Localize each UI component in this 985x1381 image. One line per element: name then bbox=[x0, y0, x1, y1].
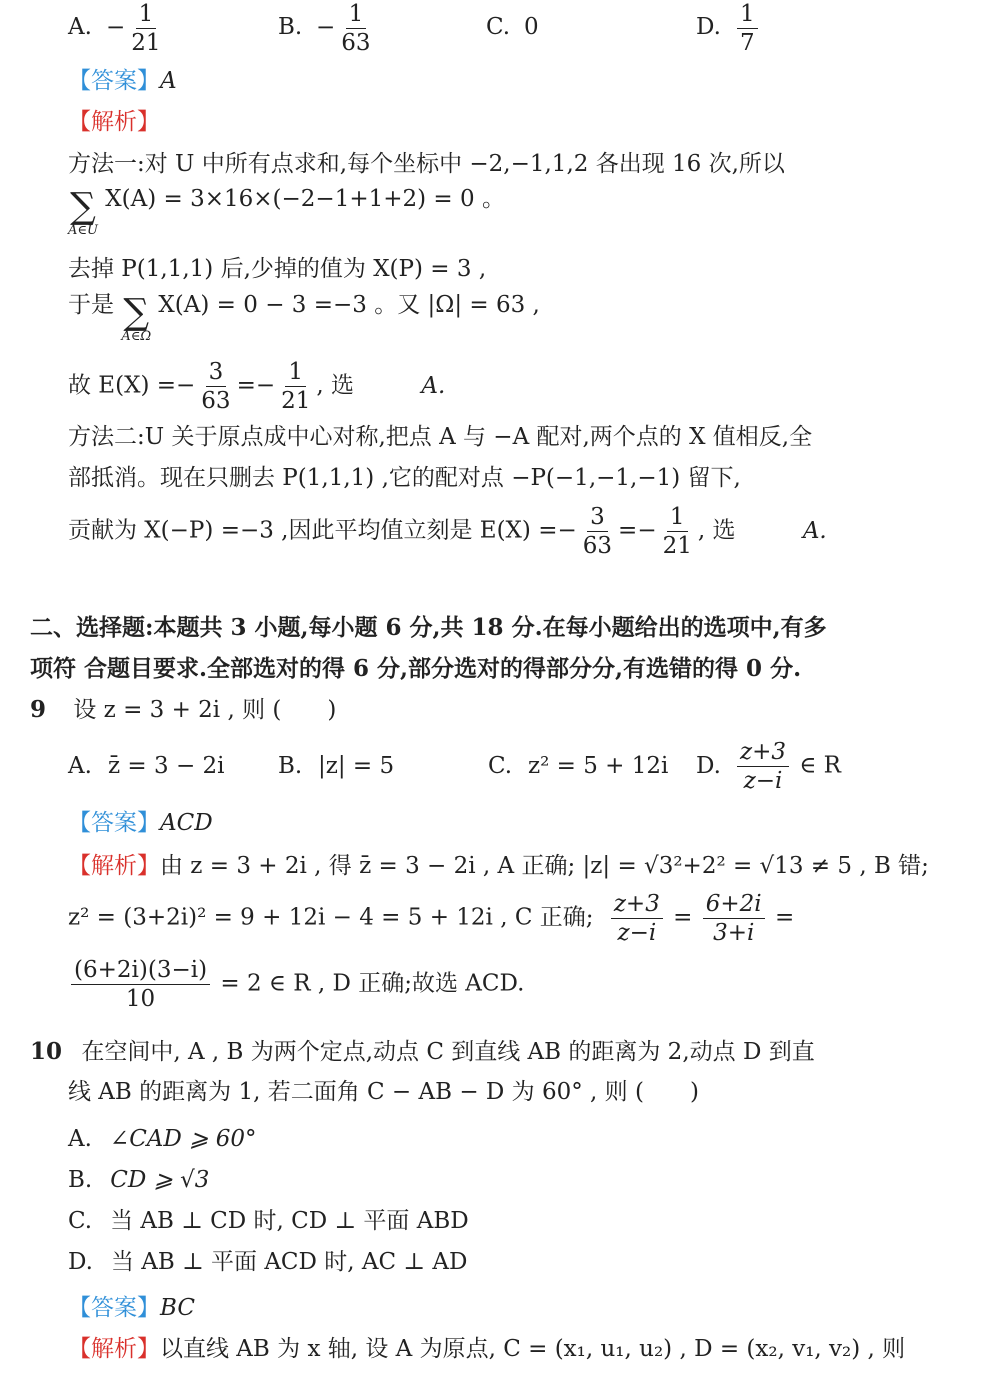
q9-number: 9 bbox=[30, 696, 47, 723]
q8-option-a-value: − $\frac{1}{21}$ bbox=[106, 1, 161, 57]
q10-option-a: A. ∠CAD ⩾ 60° bbox=[68, 1126, 257, 1152]
q8-option-c-value: 0 bbox=[524, 14, 539, 40]
q8-answer-tag: 【答案】 bbox=[68, 68, 160, 94]
q9-answer bbox=[68, 812, 213, 835]
q8-option-d-value: $\frac{1}{7}$ bbox=[734, 2, 761, 55]
q10-answer-tag: 【答案】 bbox=[68, 1295, 160, 1321]
q8-option-b-value: − $\frac{1}{63}$ bbox=[316, 1, 371, 57]
q9-stem: 9 设 z = 3 + 2i , 则 ( ) bbox=[30, 696, 337, 723]
sum-symbol: ∑ A∈U bbox=[68, 186, 98, 238]
q9-option-d-value: $\frac{z+3}{z-i}$ ∈ R bbox=[734, 740, 841, 793]
q10-answer-value: BC bbox=[160, 1295, 195, 1321]
q8-option-a-label: A. bbox=[68, 14, 92, 40]
q10-option-c: C. 当 AB ⊥ CD 时, CD ⊥ 平面 ABD bbox=[68, 1208, 469, 1234]
q8-method2-line1: 方法二:U 关于原点成中心对称,把点 A 与 −A 配对,两个点的 X 值相反,全 bbox=[68, 424, 813, 450]
q8-method1-line5: 故 E(X) =− $\frac{3}{63}$ =− $\frac{1}{21}$ , 选 A. bbox=[68, 359, 446, 415]
q9-analysis-line3: $\frac{(6+2i)(3-i)}{10}$ = 2 ∈ R , D 正确;故选 ACD. bbox=[68, 958, 524, 1011]
q9-analysis-tag: 【解析】 bbox=[68, 853, 160, 879]
q9-analysis-line2: z² = (3+2i)² = 9 + 12i − 4 = 5 + 12i , C 正确; $\frac{z+3}{z-i}$ = $\frac{6+2i}{3+i}$ = bbox=[68, 891, 795, 947]
q9-option-row bbox=[68, 740, 868, 796]
q8-option-b-label: B. bbox=[278, 14, 303, 40]
q8-answer bbox=[68, 70, 177, 93]
q10-number: 10 bbox=[30, 1038, 63, 1065]
q9-option-c-value: z² = 5 + 12i bbox=[528, 753, 669, 779]
q10-analysis-line1: 【解析】以直线 AB 为 x 轴, 设 A 为原点, C = (x₁, u₁, u₂) , D = (x₂, v₁, v₂) , 则 bbox=[68, 1336, 906, 1362]
q9-option-a-label: A. bbox=[68, 753, 92, 779]
q9-option-d-label: D. bbox=[696, 753, 721, 779]
q8-answer-value: A bbox=[160, 68, 177, 94]
q9-option-c-label: C. bbox=[488, 753, 513, 779]
q8-option-c-label: C. bbox=[486, 14, 511, 40]
sum-symbol: ∑ A∈Ω bbox=[121, 292, 152, 344]
q8-method2-line2: 部抵消。现在只删去 P(1,1,1) ,它的配对点 −P(−1,−1,−1) 留下, bbox=[68, 465, 741, 491]
q8-option-row bbox=[68, 1, 788, 57]
section2-heading-line1: 二、选择题:本题共 3 小题,每小题 6 分,共 18 分.在每小题给出的选项中,有多 bbox=[30, 614, 827, 641]
q10-answer bbox=[68, 1297, 195, 1320]
q9-analysis-line1: 【解析】由 z = 3 + 2i , 得 z̄ = 3 − 2i , A 正确; |z| = √3²+2² = √13 ≠ 5 , B 错; bbox=[68, 853, 929, 879]
q10-option-d: D. 当 AB ⊥ 平面 ACD 时, AC ⊥ AD bbox=[68, 1249, 468, 1275]
q8-method1-line1: 方法一:对 U 中所有点求和,每个坐标中 −2,−1,1,2 各出现 16 次,所以 bbox=[68, 151, 785, 177]
q9-option-a-value: z̄ = 3 − 2i bbox=[108, 753, 225, 779]
q9-answer-value: ACD bbox=[160, 810, 213, 836]
q10-stem-line2: 线 AB 的距离为 1, 若二面角 C − AB − D 为 60° , 则 ( ) bbox=[68, 1079, 699, 1105]
q8-method2-line3: 贡献为 X(−P) =−3 ,因此平均值立刻是 E(X) =− $\frac{3}{63}$ =− $\frac{1}{21}$ , 选 A. bbox=[68, 504, 827, 560]
section2-heading-line2: 项符 合题目要求.全部选对的得 6 分,部分选对的得部分分,有选错的得 0 分. bbox=[30, 655, 802, 682]
q8-method1-line4: 于是 ∑ A∈Ω X(A) = 0 − 3 =−3 。又 |Ω| = 63 , bbox=[68, 292, 540, 344]
q9-option-b-value: |z| = 5 bbox=[318, 753, 395, 779]
q10-option-b: B. CD ⩾ √3 bbox=[68, 1167, 210, 1193]
q10-stem-line1: 10 在空间中, A , B 为两个定点,动点 C 到直线 AB 的距离为 2,动点 D 到直 bbox=[30, 1038, 815, 1065]
q9-answer-tag: 【答案】 bbox=[68, 810, 160, 836]
q8-method1-line3: 去掉 P(1,1,1) 后,少掉的值为 X(P) = 3 , bbox=[68, 256, 487, 282]
q10-analysis-tag: 【解析】 bbox=[68, 1336, 160, 1362]
q8-analysis-tag: 【解析】 bbox=[68, 109, 160, 135]
q9-option-b-label: B. bbox=[278, 753, 303, 779]
q8-method1-line2: ∑ A∈U X(A) = 3×16×(−2−1+1+2) = 0 。 bbox=[68, 186, 505, 238]
q8-option-d-label: D. bbox=[696, 14, 721, 40]
